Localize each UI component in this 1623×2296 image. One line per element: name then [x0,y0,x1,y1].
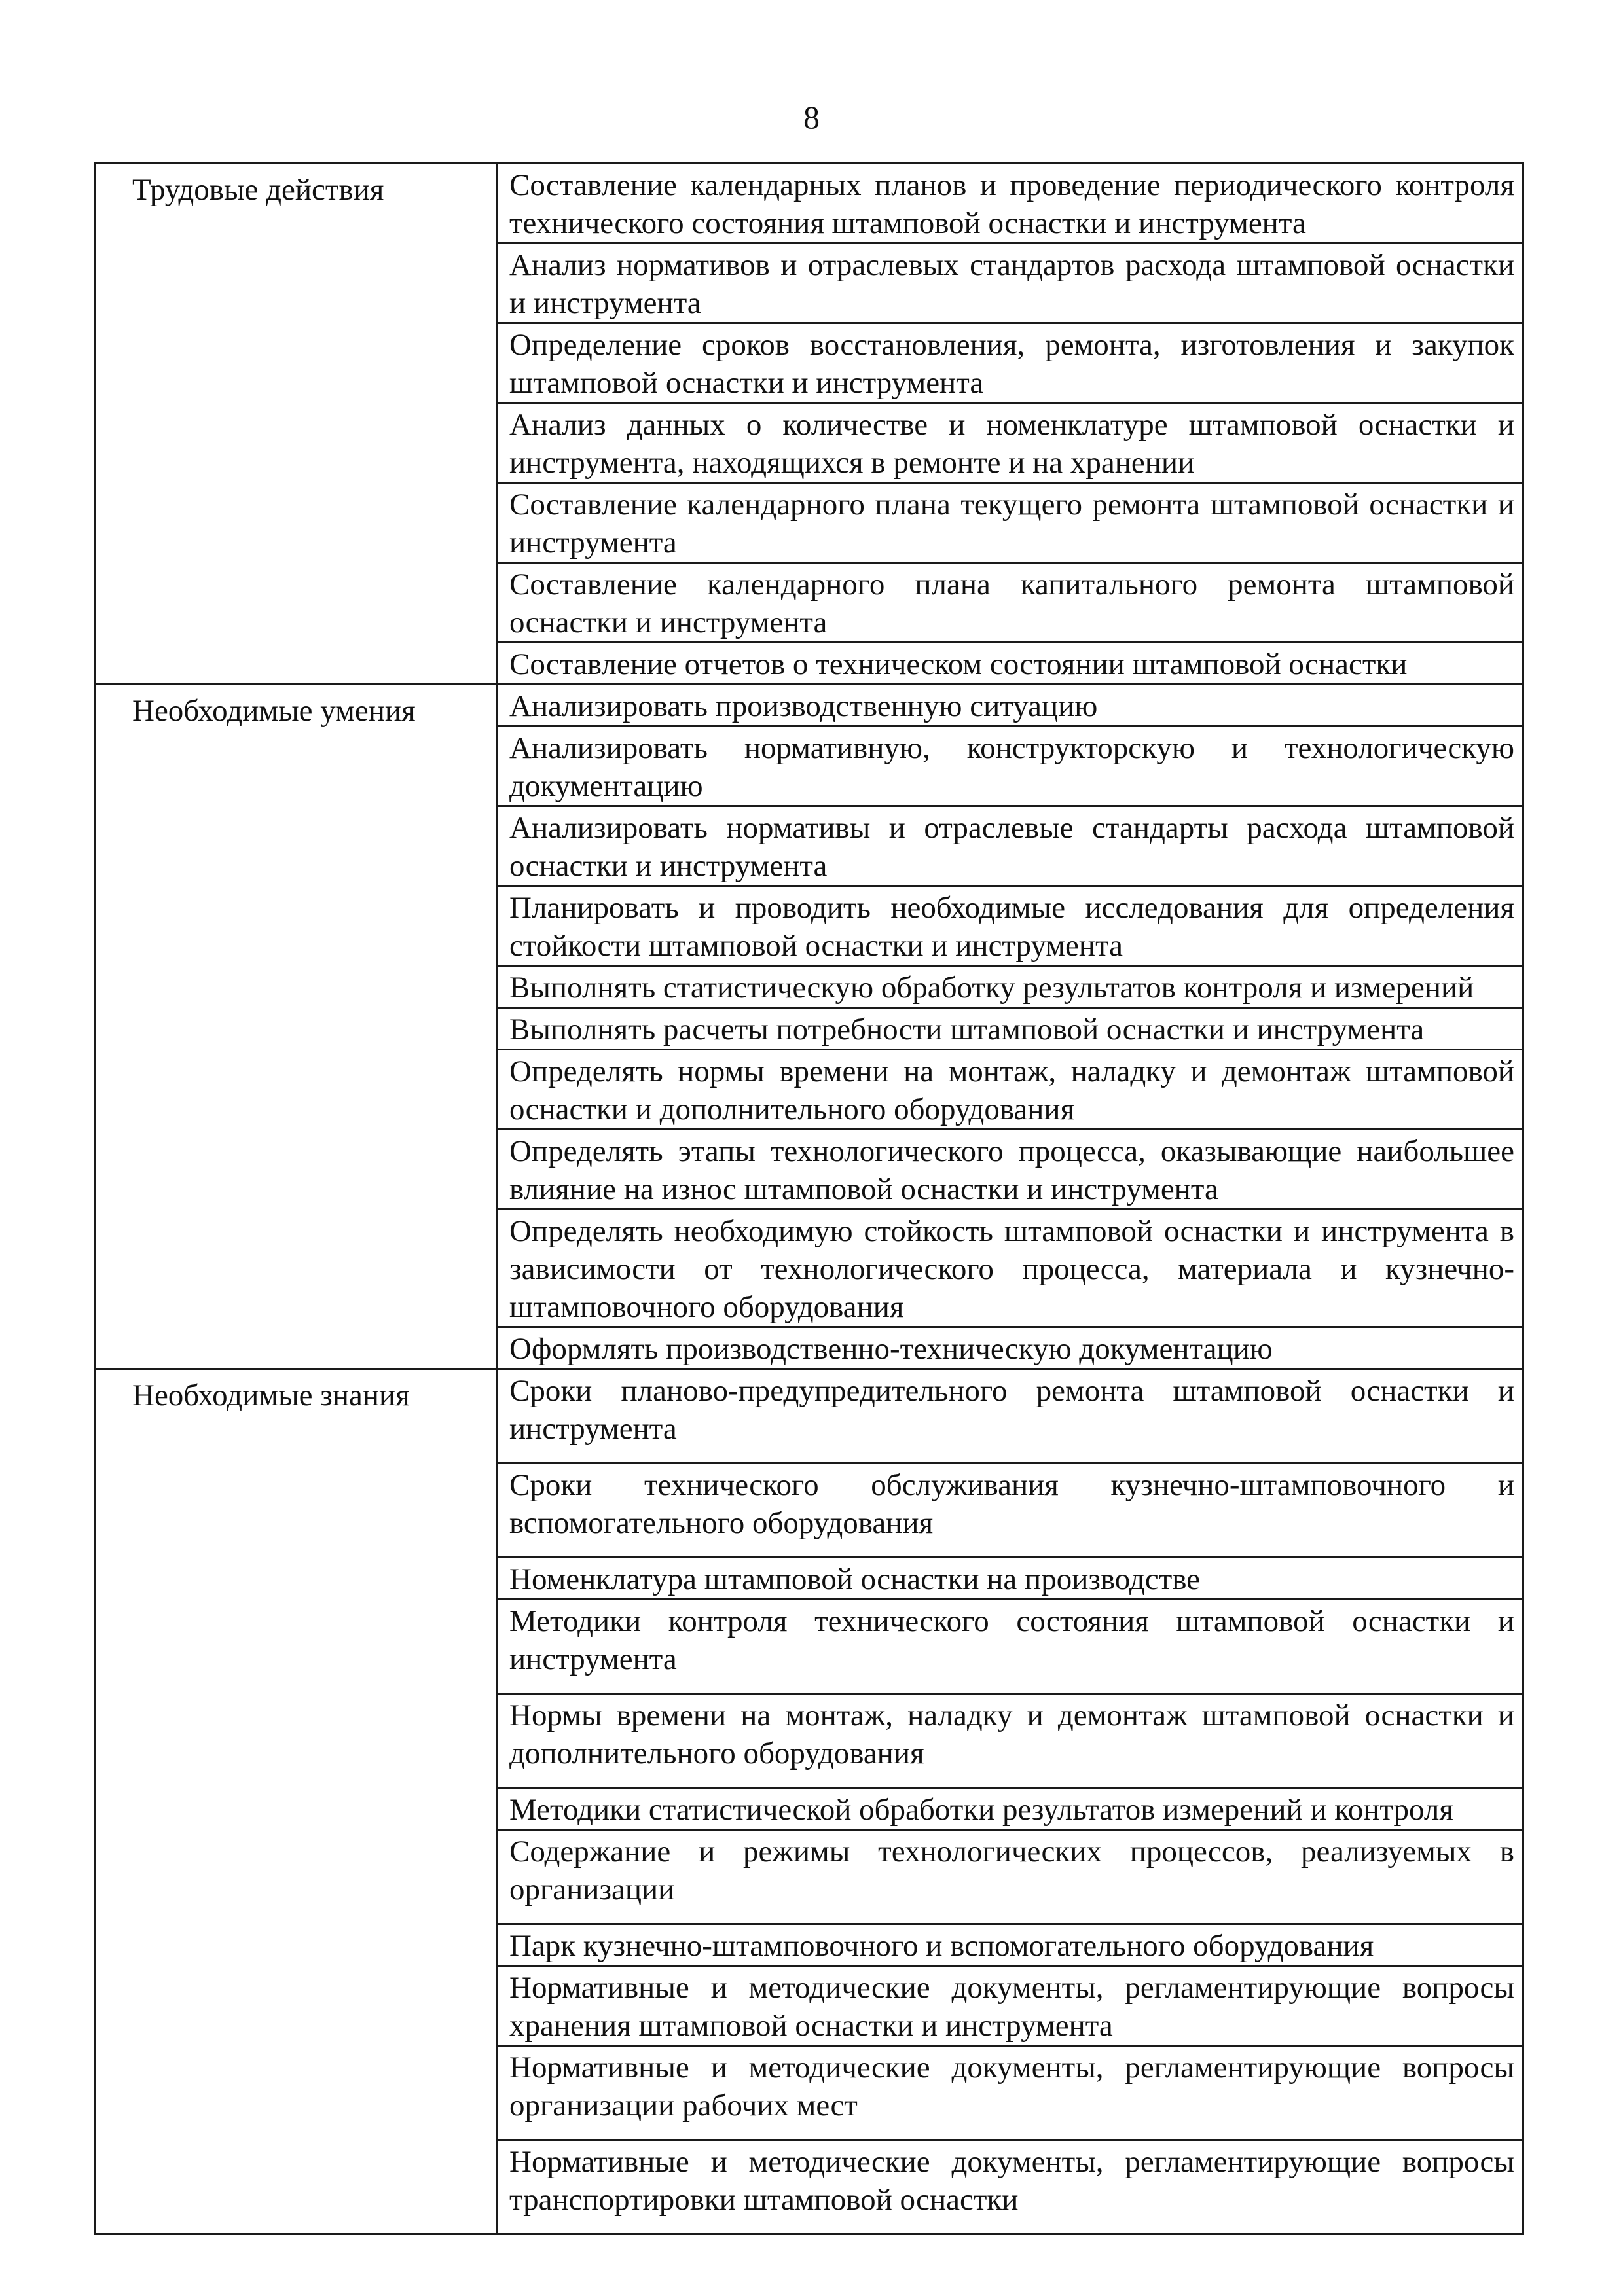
competency-table [94,162,1524,2235]
section-label-required-skills: Необходимые умения [96,685,497,1369]
table-cell-item: Методики статистической обработки результатов измерений и контроля [497,1788,1523,1830]
table-cell-item: Нормативные и методические документы, регламентирующие вопросы хранения штамповой оснастки и инструмента [497,1966,1523,2046]
table-cell-item: Составление календарных планов и проведение периодического контроля технического состояния штамповой оснастки и инструмента [497,164,1523,243]
table-cell-item: Составление календарного плана капитального ремонта штамповой оснастки и инструмента [497,563,1523,643]
table-cell-item: Определять этапы технологического процесса, оказывающие наибольшее влияние на износ штамповой оснастки и инструмента [497,1130,1523,1210]
table-cell-item: Парк кузнечно-штамповочного и вспомогательного оборудования [497,1924,1523,1966]
table-cell-item: Определять нормы времени на монтаж, наладку и демонтаж штамповой оснастки и дополнительного оборудования [497,1050,1523,1130]
table-cell-item: Нормативные и методические документы, регламентирующие вопросы организации рабочих мест [497,2046,1523,2140]
table-cell-item: Методики контроля технического состояния штамповой оснастки и инструмента [497,1600,1523,1694]
table-cell-item: Анализ нормативов и отраслевых стандартов расхода штамповой оснастки и инструмента [497,243,1523,323]
table-cell-item: Выполнять расчеты потребности штамповой оснастки и инструмента [497,1008,1523,1050]
section-label-required-knowledge: Необходимые знания [96,1369,497,2234]
table-cell-item: Анализировать производственную ситуацию [497,685,1523,726]
table-cell-item: Анализировать нормативы и отраслевые стандарты расхода штамповой оснастки и инструмента [497,806,1523,886]
table-cell-item: Составление отчетов о техническом состоянии штамповой оснастки [497,643,1523,685]
table-cell-item: Определение сроков восстановления, ремонта, изготовления и закупок штамповой оснастки и инструмента [497,323,1523,403]
table-cell-item: Содержание и режимы технологических процессов, реализуемых в организации [497,1830,1523,1924]
table-cell-item: Составление календарного плана текущего ремонта штамповой оснастки и инструмента [497,483,1523,563]
table-cell-item: Анализировать нормативную, конструкторскую и технологическую документацию [497,726,1523,806]
table-cell-item: Нормативные и методические документы, регламентирующие вопросы транспортировки штамповой оснастки [497,2140,1523,2234]
table-cell-item: Сроки технического обслуживания кузнечно-штамповочного и вспомогательного оборудования [497,1463,1523,1558]
table-cell-item: Выполнять статистическую обработку результатов контроля и измерений [497,966,1523,1008]
table-cell-item: Анализ данных о количестве и номенклатуре штамповой оснастки и инструмента, находящихся в ремонте и на хранении [497,403,1523,483]
table-cell-item: Нормы времени на монтаж, наладку и демонтаж штамповой оснастки и дополнительного оборудования [497,1694,1523,1788]
table-cell-item: Сроки планово-предупредительного ремонта штамповой оснастки и инструмента [497,1369,1523,1463]
section-label-labor-actions: Трудовые действия [96,164,497,685]
table-cell-item: Определять необходимую стойкость штамповой оснастки и инструмента в зависимости от технологического процесса, материала и кузнечно-штамповочного оборудования [497,1210,1523,1327]
page-number: 8 [803,99,820,135]
table-cell-item: Планировать и проводить необходимые исследования для определения стойкости штамповой оснастки и инструмента [497,886,1523,966]
table-cell-item: Оформлять производственно-техническую документацию [497,1327,1523,1369]
table-cell-item: Номенклатура штамповой оснастки на производстве [497,1558,1523,1600]
